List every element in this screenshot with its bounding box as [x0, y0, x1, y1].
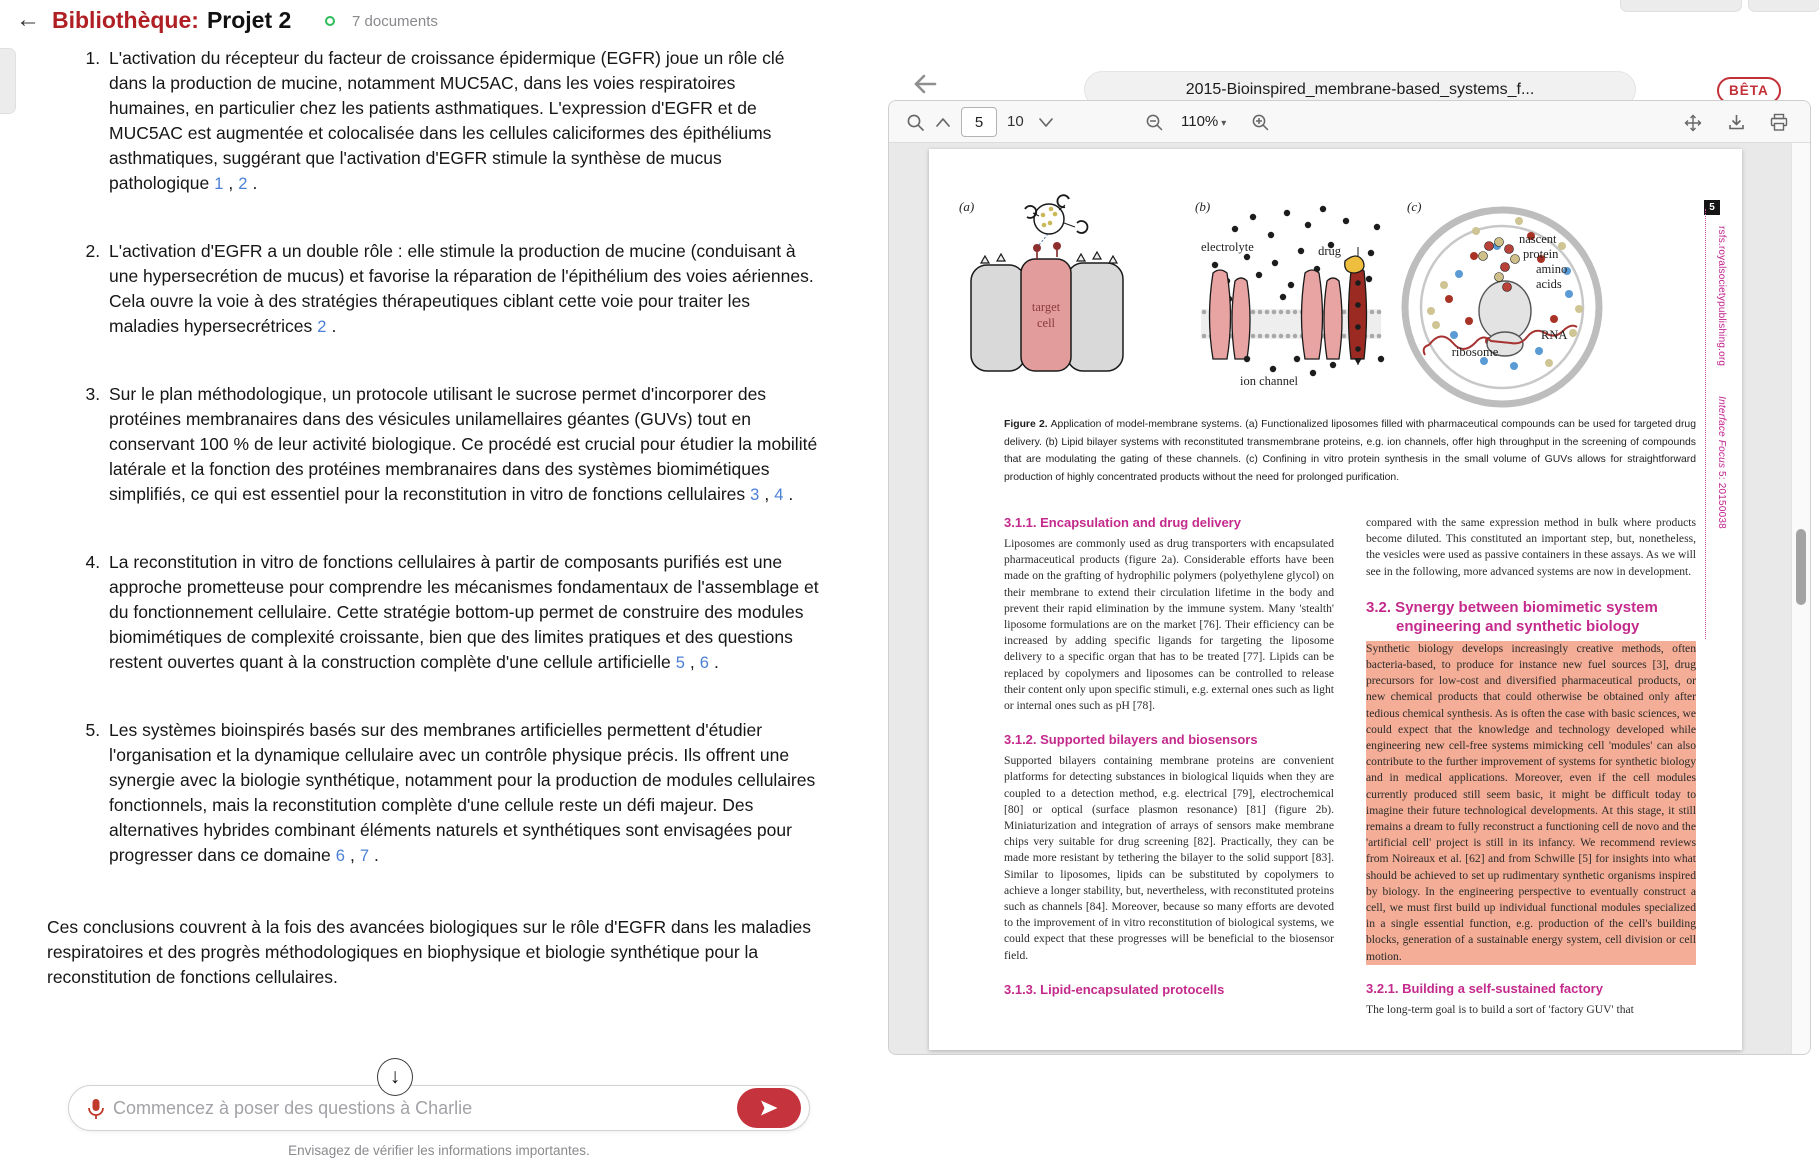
left-edge-artifact	[0, 48, 16, 114]
pdf-scrollbar-thumb[interactable]	[1796, 529, 1806, 605]
app-header	[0, 0, 888, 44]
figure-caption: Figure 2. Application of model-membrane systems. (a) Functionalized liposomes filled with pharmaceutical compounds can be used for targeted drug delivery. (b) Lipid bilayer systems with reconstituted transmembrane proteins, e.g. ion channels, offer high throughput in the screening of compounds that are modulating the gating of these channels. (c) Confining in vitro protein synthesis in the small volume of GUVs allows for straightforward production of highly concentrated products without the need for prolonged purification.	[1004, 419, 1696, 483]
pdf-document-title[interactable]: 2015-Bioinspired_membrane-based_systems_f...	[1084, 71, 1636, 108]
top-right-artifact	[1620, 0, 1742, 12]
conclusion-item: 4. La reconstitution in vitro de fonctions cellulaires à partir de composants purifiés est une approche prometteuse pour comprendre les mécanismes fondamentaux de l'assemblage et du fonctionnement cellulaire. Cette stratégie bottom-up permet de construire des modules biomimétiques de complexité croissante, bien que des limites pratiques et des questions restent ouvertes quant à la construction complète d'une cellule artificielle 5 , 6 .	[105, 550, 819, 676]
page-number-input[interactable]	[961, 107, 997, 137]
svg-text:acids: acids	[1536, 277, 1562, 291]
svg-text:(a): (a)	[959, 199, 975, 214]
section-paragraph: compared with the same expression method in bulk where products become diluted. This constituted an important step, but, nonetheless, the vesicles were used as passive containers in these assays. As we will see in the following, more advanced systems are now in development.	[1366, 516, 1697, 578]
svg-text:RNA: RNA	[1541, 328, 1568, 342]
svg-text:target: target	[1031, 300, 1061, 314]
section-paragraph: Liposomes are commonly used as drug transporters with encapsulated pharmaceutical products (figure 2a). Considerable efforts have been made on the grafting of hydrophilic polymers (polyethylene glycol) on their membrane to extend their circulation lifetime in the body and prevent their rapid elimination by the immune system. Many 'stealth' liposome formulations are on the market [76]. Their efficiency can be increased by adding specific ligands for targeting the liposome delivery to a specific organ that has to be treated [77]. Lipids can be replaced by copolymers and liposomes can be controlled to release their content only upon specific stimuli, e.g. external ones such as light or internal ones such as pH [78].	[1004, 537, 1334, 713]
citation-link[interactable]: 6	[699, 654, 709, 672]
figure-2-illustration	[929, 159, 1709, 411]
page-number-badge: 5	[1704, 200, 1720, 215]
citation-link[interactable]: 1	[214, 175, 224, 193]
status-dot-icon	[325, 16, 335, 26]
closing-paragraph: Ces conclusions couvrent à la fois des avancées biologiques sur le rôle d'EGFR dans les maladies respiratoires et des progrès méthodologiques en biophysique et biologie synthétique pour la reconstitution de fonctions cellulaires.	[47, 917, 812, 987]
conclusion-item: 3. Sur le plan méthodologique, un protocole utilisant le sucrose permet d'incorporer des protéines membranaires dans des vésicules unilamellaires géantes (GUVs) tout en conservant 100 % de leur activité biologique. Ce procédé est crucial pour étudier la mobilité latérale et la fonction des protéines membranaires dans des systèmes biomimétiques simplifiés, ce qui est essentiel pour la reconstitution in vitro de fonctions cellulaires 3 , 4 .	[105, 382, 819, 508]
microphone-icon[interactable]	[85, 1097, 107, 1121]
svg-text:protein: protein	[1523, 247, 1559, 261]
download-icon[interactable]	[1727, 113, 1746, 132]
section-paragraph: Supported bilayers containing membrane proteins are convenient platforms for detecting substances in biological liquids when they are coupled to a detection method, e.g. electrical [79], electrochemical [80] or optical (surface plasmon resonance) [81] (figure 2b). Miniaturization and integration of arrays of sensors make membrane chips very suitable for drug screening [82]. Practically, they can be made more resistant by tethering the bilayer to the solid support [83]. Similar to liposomes, lipids can be substituted by copolymers to achieve a longer stability, but, nevertheless, with reconstituted proteins such as channels [84]. Moreover, because so many efforts are devoted to the improvement of in vitro reconstitution of biological systems, we could expect that these progresses will be beneficial to the biosensor field.	[1004, 754, 1334, 962]
pdf-page	[929, 149, 1742, 1050]
svg-text:(c): (c)	[1407, 199, 1422, 214]
section-heading: 3.2.1. Building a self-sustained factory	[1366, 980, 1603, 996]
svg-text:cell: cell	[1036, 316, 1056, 330]
citation-link[interactable]: 2	[238, 175, 248, 193]
project-name: Projet 2	[206, 7, 292, 33]
beta-badge: BÊTA	[1717, 77, 1781, 104]
conclusion-item: 2. L'activation d'EGFR a un double rôle : elle stimule la production de mucine (conduisant à une hypersecrétion de mucus) et favorise la réparation de l'épithélium des voies aériennes. Cela ouvre la voie à des stratégies thérapeutiques ciblant cette voie pour traiter les maladies hypersecrétrices 2 .	[105, 239, 819, 340]
section-heading: 3.1.3. Lipid-encapsulated protocells	[1004, 981, 1225, 997]
chat-input-bar	[68, 1085, 810, 1131]
section-heading: 3.1.2. Supported bilayers and biosensors	[1004, 732, 1258, 748]
svg-text:drug: drug	[1318, 244, 1341, 258]
print-icon[interactable]	[1769, 113, 1789, 132]
section-paragraph: The long-term goal is to build a sort of 'factory GUV' that	[1366, 1002, 1634, 1016]
journal-sidebar-text	[1716, 226, 1727, 529]
svg-text:(b): (b)	[1195, 199, 1211, 214]
section-heading: 3.1.1. Encapsulation and drug delivery	[1004, 515, 1241, 530]
back-icon[interactable]: ←	[16, 6, 40, 33]
journal-name: Interface Focus	[1716, 396, 1727, 469]
citation-link[interactable]: 2	[317, 318, 327, 336]
pdf-right-column	[1366, 515, 1696, 1036]
svg-text:amino: amino	[1536, 262, 1568, 276]
svg-text:ribosome: ribosome	[1451, 345, 1499, 359]
citation-link[interactable]: 7	[359, 847, 370, 865]
figure-caption-label: Figure 2.	[1004, 419, 1048, 430]
zoom-level-select[interactable]: 110% ▾	[1181, 113, 1227, 130]
page-title	[52, 7, 291, 34]
pdf-scrollbar-track[interactable]	[1791, 143, 1810, 1055]
pan-tool-icon[interactable]	[1683, 113, 1703, 133]
pdf-viewer-panel	[888, 100, 1811, 1055]
scroll-to-bottom-button[interactable]: ↓	[377, 1058, 413, 1096]
library-label: Bibliothèque:	[52, 7, 199, 33]
chat-disclaimer: Envisagez de vérifier les informations importantes.	[288, 1143, 590, 1158]
journal-url: rsfs.royalsocietypublishing.org	[1716, 226, 1727, 367]
zoom-out-icon[interactable]	[1145, 113, 1164, 132]
conclusion-item: 5. Les systèmes bioinspirés basés sur des membranes artificielles permettent d'étudier l'organisation et la dynamique cellulaire avec un contrôle physique précis. Ils offrent une synergie avec la biologie synthétique, notamment pour la production de modules cellulaires fonctionnels, mais la reconstitution complète d'une cellule reste un défi majeur. Des alternatives hybrides combinant éléments naturels et synthétiques sont envisagées pour progresser dans ce domaine 6 , 7 .	[105, 718, 819, 869]
page-total: 10	[1007, 113, 1024, 130]
pdf-toolbar	[889, 101, 1810, 143]
caret-down-icon: ▾	[1221, 118, 1227, 129]
top-right-artifact	[1748, 0, 1819, 12]
journal-issue: 5: 20150038	[1716, 468, 1727, 529]
pdf-left-column	[1004, 515, 1334, 1003]
conclusions-list	[47, 46, 819, 869]
section-heading: 3.2. Synergy between biomimetic system engineering and synthetic biology	[1366, 598, 1658, 635]
svg-text:electrolyte: electrolyte	[1201, 240, 1254, 254]
citation-link[interactable]: 4	[774, 486, 784, 504]
zoom-in-icon[interactable]	[1251, 113, 1270, 132]
conclusion-item: 1. L'activation du récepteur du facteur de croissance épidermique (EGFR) joue un rôle clé dans la production de mucine, notamment MUC5AC, dans les voies respiratoires humaines, en particulier chez les patients asthmatiques. L'expression d'EGFR et de MUC5AC est augmentée et colocalisée dans les cellules caliciformes des épithéliums asthmatiques, suggérant que l'activation d'EGFR stimule la synthèse de mucus pathologique 1 , 2 .	[105, 46, 819, 197]
send-button[interactable]	[737, 1088, 801, 1128]
citation-link[interactable]: 6	[335, 847, 345, 865]
documents-count: 7 documents	[352, 13, 438, 30]
svg-text:nascent: nascent	[1519, 232, 1557, 246]
journal-margin-rule	[1705, 209, 1706, 639]
paper-plane-icon	[759, 1098, 779, 1118]
citation-link[interactable]: 5	[675, 654, 685, 672]
pdf-back-icon[interactable]	[912, 72, 938, 96]
citation-link[interactable]: 3	[750, 486, 760, 504]
search-icon[interactable]	[906, 113, 925, 132]
highlighted-paragraph: Synthetic biology develops increasingly creative methods, often bacteria-based, to produce for instance new fuel sources [3], drug precursors for low-cost and diversified pharmaceutical products, or new chemical products that could otherwise be obtained only after tedious chemical synthesis. As is often the case with basic sciences, we could expect that the knowledge and technology developed while engineering new cell-free systems mimicking cell 'modules' can also contribute to the further improvement of systems for synthetic biology and in medical applications. Moreover, even if the cell modules currently produced still seem basic, it might be difficult today to imagine their future technological developments. At this stage, it still remains a dream to fully reconstruct a functioning cell de novo and the 'artificial cell' project is still in its infancy. We recommend reviews from Noireaux et al. [62] and from Schwille [5] for insights into what should be achieved to set up rudimentary synthetic organisms inspired by biology. In the engineering perspective to eventually construct a cell, we must first build up individual functional modules specialized in a single essential function, e.g. production of the cell's building blocks, generation of a sustainable energy system, cell division or cell motion.	[1366, 641, 1696, 965]
svg-text:ion channel: ion channel	[1240, 374, 1298, 388]
previous-page-icon[interactable]	[934, 116, 952, 129]
next-page-icon[interactable]	[1037, 116, 1055, 129]
conclusions-panel	[47, 46, 819, 1078]
pdf-viewport[interactable]	[889, 143, 1810, 1055]
